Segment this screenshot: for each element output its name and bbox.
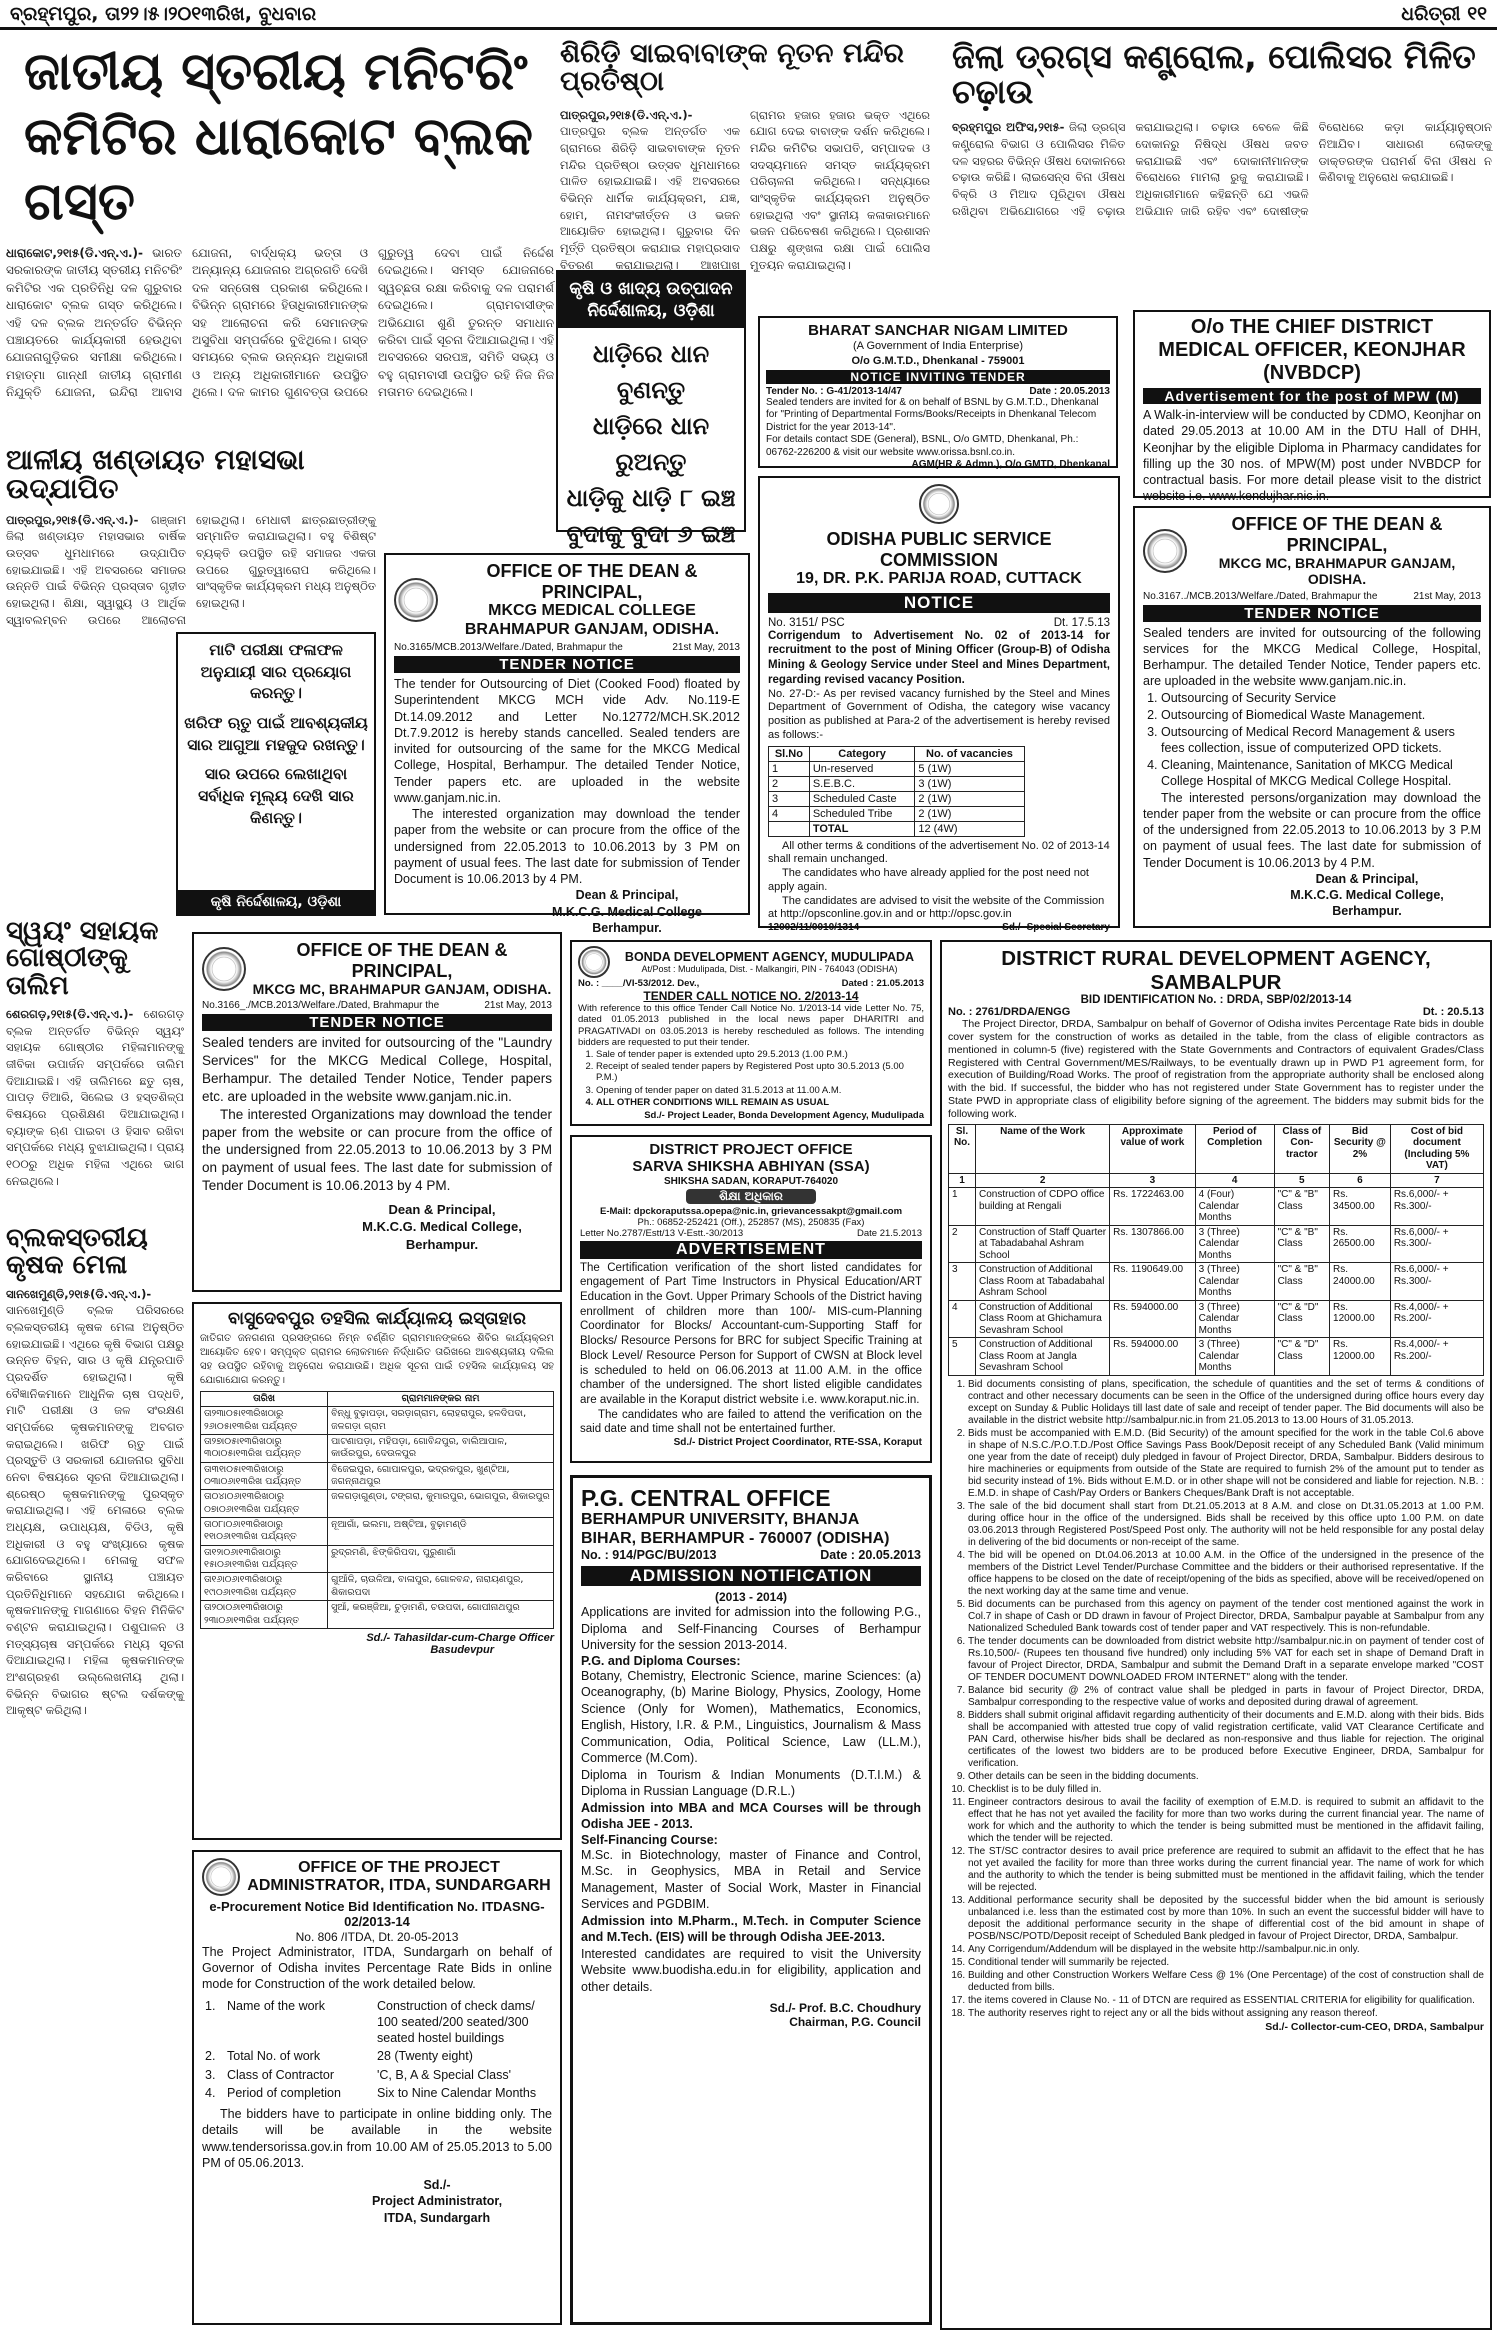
ad-bsnl-tender [758,316,1118,471]
mkcg1-body1: The tender for Outsourcing of Diet (Cooked Food) floated by Superintendent MKCG MCH vide Adv. No.119-E Dt.14.09.2012 and Letter No.12772/MCH.SK.2012 Dt.7.9.2012 is hereby stands cancelled. Sealed tenders are invited for outsourcing of the same for the MKCG Medical College, Hospital, Berhampur. The detailed Tender Notice, Tender papers etc. are uploaded in the website www.ganjam.nic.in. [394,677,740,805]
bsnl-tender-no: Tender No. : G-41/2013-14/47 [766,385,902,397]
story-krushak-mela [6,1225,184,2325]
table-cell: ଜଳଗଡ଼ାଗୁଣ୍ଡା, ଟଙ୍ଗରା, କୁମାରପୁର, ଭୋଗପୁର, ଶିକାରପୁର [328,1490,554,1518]
ssa-logo: ଶିକ୍ଷା ଅଧିକାର [686,1189,816,1204]
list-item: 11. Engineer contractors desirous to avail the facility of exemption of E.M.D. is required to submit an affidavit to the effect that he has not yet availed the facility for more than two works during the current financial year. The name of work for which and the authority to which the tender is being submitted must be mentioned in the affidavit failing, which the tender will be rejected. [968,1797,1484,1845]
table-row [769,776,1025,791]
table-cell: "C" & "D" Class [1274,1300,1329,1338]
bsnl-title: NOTICE INVITING TENDER [766,370,1110,384]
opsc-code: 12002/11/0010/1314 [768,922,860,934]
table-cell: ବିଜେଇପୁର, ଗୋପାଳପୁର, ଭଦ୍ରକପୁର, ଖୁଣ୍ଟିଆ, ଜଗନ୍ନାଥପୁର [328,1462,554,1490]
table-header: 6 [1330,1173,1391,1188]
story-monitoring-committee [6,40,554,440]
header-date: ବ୍ରହ୍ମପୁର, ତା୨୨।୫।୨୦୧୩ରିଖ, ବୁଧବାର [10,2,317,25]
ad-bonda-tender [570,940,932,1126]
mkcg1-sign: Dean & Principal, M.K.C.G. Medical College Berhampur. [551,888,703,935]
opsc-foot3: The candidates are advised to visit the website of the Commission at http://opsconline.gov.in and or http://opsc.gov.in [768,894,1105,921]
mkcg2-intro: Sealed tenders are invited for outsourcing of the following services for the MKCG Medical College, Hospital, Berhampur. The detailed Tender Notice, Tender papers etc. are uploaded in the website www.ganjam.nic.in. [1143,625,1481,689]
table-header: Sl. No. [949,1124,976,1173]
table-header: 2 [976,1173,1110,1188]
headline: ଆଳୀୟ ଖଣ୍ଡାୟତ ମହାସଭା ଉଦ୍‌ଯାପିତ [6,443,305,506]
pg-c4: Interested candidates are required to visit the University Website www.buodisha.edu.in for eligibility, application and other details. [581,1946,921,1994]
list-item: 3. Outsourcing of Medical Record Management & users fees collection, issue of computerized OPD tickets. [1161,724,1481,756]
table-row [201,1545,554,1573]
opsc-foot1: All other terms & conditions of the advertisement No. 02 of 2013-14 shall remain unchanged. [768,839,1110,866]
table-cell: 3. [205,2067,216,2082]
bsnl-sub: (A Government of India Enterprise) [853,340,1023,353]
table-cell: 3 (Three) Calendar Months [1195,1225,1274,1263]
pg-date: Date : 20.05.2013 [820,1548,921,1563]
table-row [201,1518,554,1546]
table-cell: ତା୨୩ା୦୫ା୧୩ରିଖଠାରୁ ୨୬ା୦୫ା୧୩ରିଖ ପର୍ଯ୍ୟନ୍ତ [201,1407,328,1435]
mkcg3-bar: TENDER NOTICE [202,1014,552,1031]
headline: ସ୍ୱୟଂ ସହାୟକ ଗୋଷ୍ଠୀଙ୍କୁ ତାଲିମ [6,916,159,1001]
ad-itda-sundargarh [192,1850,562,2325]
list-item: 10. Checklist is to be duly filled in. [968,1784,1484,1796]
bonda-title: TENDER CALL NOTICE NO. 2/2013-14 [643,989,859,1003]
ad-mkcg-laundry-tender [192,932,562,1292]
table-row [949,1225,1484,1263]
pg-h4: Admission into M.Pharm., M.Tech. in Computer Science and M.Tech. (EIS) will be through Odisha JEE-2013. [581,1913,921,1945]
bonda-sign: Sd./- Project Leader, Bonda Development Agency, Mudulipada [644,1109,924,1121]
mkcg1-date: 21st May, 2013 [672,642,740,654]
table-cell: ତା୩୧ା୦୫ା୧୩ରିଖଠାରୁ ୦୩ା୦୬ା୧୩ରିଖ ପର୍ଯ୍ୟନ୍ତ [201,1462,328,1490]
table-cell: ସୁଆଁ, କରଞ୍ଜିଆ, ଚୁଡ଼ାମଣି, ଚଉପଦା, ଗୋପୀନାଥପୁର [328,1601,554,1629]
table-cell: 3 [949,1263,976,1301]
itda-ref: /ITDA, Dt. 20-05-2013 [340,1929,459,1944]
table-cell: TOTAL [809,821,915,836]
table-cell: Name of the work [227,1998,325,2013]
tahasil-title: ବାସୁଦେବପୁର ତହସିଲ କାର୍ଯ୍ୟାଳୟ ଇସ୍ତାହାର [228,1309,526,1329]
table-cell: 1 [769,761,810,776]
list-item: 4. The bid will be opened on Dt.04.06.2013 at 10.00 A.M. in the Office of the undersigned in the presence of the members of the District Level Tender/Purchase Committee and the bidders or their authorised representative. If the office happens to be closed on the date of receipt/opening of the bids as specified, above will be received/opened on the next working day at the same time and venue. [968,1550,1484,1598]
ssa-l2: SARVA SHIKSHA ABHIYAN (SSA) [632,1158,870,1176]
table-cell: Rs.6,000/- + Rs.300/- [1390,1263,1483,1301]
pg-bar: ADMISSION NOTIFICATION [581,1566,921,1586]
pg-c2: Diploma in Tourism & Indian Monuments (D.T.I.M.) & Diploma in Russian Language (D.R.L.) [581,1767,921,1799]
opsc-lead: Corrigendum to Advertisement No. 02 of 2013-14 for recruitment to the post of Mining Officer (Group-B) of Odisha Mining & Geology Service under Steel and Mines Department, regarding revised vacancy Position. [768,629,1110,686]
list-item: 1. Bid documents consisting of plans, specification, the schedule of quantities and the set of terms & conditions of contract and other necessary documents can be seen in the Office of the undersigned during office hours every day except on Sunday & Public Holidays till last date of sale and receipt of tender paper. The Bid documents will also be available in the district website http://sambalpur.nic.in from 21.05.2013 to 13.00 Hours of 31.05.2013. [968,1379,1484,1427]
table-cell: ତା୨୭ା୦୫ା୧୩ରିଖଠାରୁ ୩୦ା୦୫ା୧୩ରିଖ ପର୍ଯ୍ୟନ୍ତ [201,1435,328,1463]
list-item: 2. Outsourcing of Biomedical Waste Management. [1161,707,1481,723]
opsc-bar: NOTICE [768,593,1110,613]
drda-terms [948,1379,1484,2020]
cdmo-title: O/o THE CHIEF DISTRICT MEDICAL OFFICER, KEONJHAR (NVBDCP) [1158,316,1466,384]
drda-no: No. : 2761/DRDA/ENGG [948,1006,1071,1019]
pg-h1: P.G. and Diploma Courses: [581,1653,741,1668]
list-item: 1. Sale of tender paper is extended upto 29.5.2013 (1.00 P.M.) [596,1049,924,1060]
drda-dt: Dt. : 20.5.13 [1422,1006,1484,1019]
table-cell: Construction of CDPO office building at Rengali [976,1188,1110,1226]
table-cell: Scheduled Caste [809,791,915,806]
table-header: 4 [1195,1173,1274,1188]
ad-soil-test [176,632,376,916]
ssa-body2: The candidates who are failed to attend the verification on the said date and time shall not be entertained further. [580,1408,922,1436]
list-item: 3. The sale of the bid document shall start from Dt.21.05.2013 at 8 A.M. and close on Dt.31.05.2013 at 1.00 P.M. during office hour in the office of the undersigned. Bids shall be received by this office upto 1.00 P.M. on date 03.06.2013 through Registered Post/Speed Post only. The authority will not be held responsible for any postal delay in delivering of the bid documents or non-receipt of the same. [968,1501,1484,1549]
mkcg1-sub2: BRAHMAPUR GANJAM, ODISHA. [464,620,720,638]
page-header [0,0,1497,30]
opsc-vacancy-table: Sl.No Category No. of vacancies 1 Un-reserved 5 (1W) 2 S.E.B.C. 3 (1W) 3 Scheduled Caste 2 (1W) 4 Scheduled Tribe 2 (1W) TOTAL 12 (4W) [768,746,1025,837]
mkcg3-sign: Dean & Principal, M.K.C.G. Medical College, Berhampur. [362,1201,522,1252]
bsnl-date: Date : 20.05.2013 [1029,385,1110,397]
tahasil-sign1: Sd./- Tahasildar-cum-Charge Officer [366,1631,554,1644]
table-cell: Construction of Staff Quarter at Tabadabahal Ashram School [976,1225,1110,1263]
table-cell: Rs.4,000/- + Rs.200/- [1390,1300,1483,1338]
table-header: Approximate value of work [1110,1124,1195,1173]
emblem-icon [202,947,246,991]
list-item: 6. The tender documents can be downloaded from district website http://sambalpur.nic.in on payment of tender cost of Rs.10,500/- (Rupees ten thousand five hundred) only including 5% VAT for each set in shape of Demand Draft in favour of Project Director, DRDA, Sambalpur and submit the Demand Draft in a separate envelope marked "COST OF TENDER DOCUMENT DOWNLOADED FROM INTERNET" along with the tender. [968,1636,1484,1684]
table-cell: 2 (1W) [915,791,1024,806]
table-row [201,1573,554,1601]
pg-l1: P.G. CENTRAL OFFICE [581,1485,831,1511]
itda-intro: The Project Administrator, ITDA, Sundargarh on behalf of Governor of Odisha invites Percentage Rate Bids in online mode for Construction of the work detailed below. [202,1944,552,1992]
list-item: 13. Additional performance security shall be deposited by the successful bidder when the bid amount is seriously unbalanced i.e. less than the estimated cost by more than 10%. In such an event the successful bidder will have to deposit the additional performance security in the shape of differential cost of the bid amount in shape of POSB/NSC/POTD/Deposit receipt of Scheduled Bank pledged in favour of Project Director, DRDA, Sambalpur. [968,1895,1484,1943]
pg-l3: BIHAR, BERHAMPUR - 760007 (ODISHA) [581,1529,890,1547]
bsnl-sign: AGM(HR & Admn.), O/o GMTD, Dhenkanal [911,459,1110,471]
table-cell: Rs. 34500.00 [1330,1188,1391,1226]
ssa-l3: SHIKSHA SADAN, KORAPUT-764020 [663,1175,839,1187]
bsnl-body: Sealed tenders are invited for & on behalf of BSNL by G.M.T.D., Dhenkanal for "Printing of Departmental Forms/Books/Receipts in Dhenkanal Telecom District for the year 2013-14". [766,396,1099,433]
table-cell: ନୂଆଗାଁ, ଇଲମା, ଅଷ୍ଟିଆ, ବୁଢ଼ାମଣ୍ଡି [328,1518,554,1546]
table-cell: 2 [769,776,810,791]
article-body: ଧାରାକୋଟ,୨୧ା୫(ଡି.ଏନ୍.ଏ.)- ଭାରତ ସରକାରଙ୍କ ଜାତୀୟ ସ୍ତରୀୟ ମନିଟରିଂ କମିଟିର ଏକ ପ୍ରତିନିଧି ଦଳ ଗୁରୁବାର ଧାରାକୋଟ ବ୍ଲକ ଗସ୍ତ କରିଥିଲେ। ଏହି ଦଳ ବ୍ଲକ ଅନ୍ତର୍ଗତ ବିଭିନ୍ନ ପଞ୍ଚାୟତରେ କାର୍ଯ୍ୟକାରୀ ହେଉଥିବା ଯୋଜନାଗୁଡ଼ିକର ସମୀକ୍ଷା କରିଥିଲେ। ମହାତ୍ମା ଗାନ୍ଧୀ ଜାତୀୟ ଗ୍ରାମୀଣ ନିଯୁକ୍ତି ଯୋଜନା, ଇନ୍ଦିରା ଆବାସ ଯୋଜନା, ବାର୍ଦ୍ଧକ୍ୟ ଭତ୍ତା ଓ ଅନ୍ୟାନ୍ୟ ଯୋଜନାର ଅଗ୍ରଗତି ଦେଖି ଦଳ ସନ୍ତୋଷ ପ୍ରକାଶ କରିଥିଲେ। ବିଭିନ୍ନ ଗ୍ରାମରେ ହିତାଧିକାରୀମାନଙ୍କ ସହ ଆଲୋଚନା କରି ସେମାନଙ୍କ ଅସୁବିଧା ସମ୍ପର୍କରେ ବୁଝିଥିଲେ। ଗସ୍ତ ସମୟରେ ବ୍ଲକ ଉନ୍ନୟନ ଅଧିକାରୀ ଓ ଅନ୍ୟ ଅଧିକାରୀମାନେ ଉପସ୍ଥିତ ଥିଲେ। ଦଳ କାମର ଗୁଣବତ୍ତା ଉପରେ ଗୁରୁତ୍ୱ ଦେବା ପାଇଁ ନିର୍ଦ୍ଦେଶ ଦେଇଥିଲେ। ସମସ୍ତ ଯୋଜନାରେ ସ୍ୱଚ୍ଛତା ରକ୍ଷା କରିବାକୁ ଦଳ ପରାମର୍ଶ ଦେଇଥିଲେ। ଗ୍ରାମବାସୀଙ୍କ ଅଭିଯୋଗ ଶୁଣି ତୁରନ୍ତ ସମାଧାନ କରିବା ପାଇଁ ସୂଚନା ଦିଆଯାଇଥିଲା। ଏହି ଅବସରରେ ସରପଞ୍ଚ, ସମିତି ସଭ୍ୟ ଓ ବହୁ ଗ୍ରାମବାସୀ ଉପସ୍ଥିତ ରହି ନିଜ ନିଜ ମତାମତ ଦେଇଥିଲେ। [6,246,554,400]
table-cell: Construction of Additional Class Room at Tabadabahal Ashram School [976,1263,1110,1301]
bsnl-name: BHARAT SANCHAR NIGAM LIMITED [808,322,1068,339]
pg-no: No. : 914/PGC/BU/2013 [581,1548,717,1563]
drda-works-table [948,1124,1484,1376]
table-cell: ତା୦୪ା୦୬ା୧୩ରିଖଠାରୁ ୦୭ା୦୬ା୧୩ରିଖ ପର୍ଯ୍ୟନ୍ତ [201,1490,328,1518]
table-cell: 3 (Three) Calendar Months [1195,1263,1274,1301]
mkcg3-sub: MKCG MC, BRAHMAPUR GANJAM, ODISHA. [252,981,552,998]
table-cell: Rs.6,000/- + Rs.300/- [1390,1225,1483,1263]
mkcg2-sign: Dean & Principal, M.K.C.G. Medical College, Berhampur. [1290,871,1444,919]
table-header: 3 [1110,1173,1195,1188]
headline: ଜାତୀୟ ସ୍ତରୀୟ ମନିଟରିଂ କମିଟିର ଧାରାକୋଟ ବ୍ଲକ ଗସ୍ତ [24,42,533,232]
article-body: ପାତ୍ରପୁର,୨୧ା୫(ଡି.ଏନ୍.ଏ.)- ପାତ୍ରପୁର ବ୍ଲକ ଅନ୍ତର୍ଗତ ଏକ ଗ୍ରାମରେ ଶିରିଡ଼ି ସାଇବାବାଙ୍କ ନୂତନ ମନ୍ଦିର ପ୍ରତିଷ୍ଠା ଉତ୍ସବ ଧୁମଧାମରେ ପାଳିତ ହୋଇଯାଇଛି। ଏହି ଅବସରରେ ବିଭିନ୍ନ ଧାର୍ମିକ କାର୍ଯ୍ୟକ୍ରମ, ଯଜ୍ଞ, ହୋମ, ନାମସଂକୀର୍ତ୍ତନ ଓ ଭଜନ ଆୟୋଜିତ ହୋଇଥିଲା। ଗୁରୁବାର ଦିନ ମୂର୍ତ୍ତି ପ୍ରତିଷ୍ଠା କରାଯାଇ ମହାପ୍ରସାଦ ବିତରଣ କରାଯାଇଥିଲା। ଆଖପାଖ ଗ୍ରାମର ହଜାର ହଜାର ଭକ୍ତ ଏଥିରେ ଯୋଗ ଦେଇ ବାବାଙ୍କ ଦର୍ଶନ କରିଥିଲେ। ମନ୍ଦିର କମିଟିର ସଭାପତି, ସମ୍ପାଦକ ଓ ସଦସ୍ୟମାନେ ସମସ୍ତ କାର୍ଯ୍ୟକ୍ରମ ପରିଚାଳନା କରିଥିଲେ। ସନ୍ଧ୍ୟାରେ ସାଂସ୍କୃତିକ କାର୍ଯ୍ୟକ୍ରମ ଅନୁଷ୍ଠିତ ହୋଇଥିଲା ଏବଂ ସ୍ଥାନୀୟ କଳାକାରମାନେ ଭଜନ ପରିବେଷଣ କରିଥିଲେ। ପ୍ରଶାସନ ପକ୍ଷରୁ ଶୃଙ୍ଖଳା ରକ୍ଷା ପାଇଁ ପୋଲିସ ମୁତୟନ କରାଯାଇଥିଲା। [560,107,930,272]
opsc-sign: Sd./- Special Secretary [1002,922,1110,934]
itda-sub: e-Procurement Notice Bid Identification No. ITDASNG-02/2013-14 [209,1899,545,1929]
table-cell: Construction of Additional Class Room at Jangla Sevashram School [976,1338,1110,1376]
table-cell: 2. [205,2049,216,2064]
drda-bid: BID IDENTIFICATION No. : DRDA, SBP/02/2013-14 [1080,994,1352,1007]
story-shg-training [6,918,184,1218]
table-cell: "C" & "B" Class [1274,1263,1329,1301]
pg-sign1: Sd./- Prof. B.C. Choudhury [769,2001,921,2016]
table-cell: 4 [769,806,810,821]
table-row [949,1263,1484,1301]
mkcg2-sub: MKCG MC, BRAHMAPUR GANJAM, ODISHA. [1218,555,1456,588]
ssa-sign: Sd./- District Project Coordinator, RTE-SSA, Koraput [673,1437,922,1449]
table-row [202,1997,552,2048]
pg-h2: Admission into MBA and MCA Courses will be through Odisha JEE - 2013. [581,1800,921,1832]
bonda-no: No. : ____/VI-53/2012. Dev., [578,978,700,989]
table-cell: 3 (Three) Calendar Months [1195,1300,1274,1338]
ad-soil-footer: କୃଷି ନିର୍ଦ୍ଦେଶାଳୟ, ଓଡ଼ିଶା [178,890,374,914]
bonda-dated: Dated : 21.05.2013 [841,978,924,989]
ssa-ph: Ph.: 06852-252421 (Off.), 252857 (MS), 250835 (Fax) [637,1216,865,1228]
ssa-l1: DISTRICT PROJECT OFFICE [649,1141,853,1158]
ad-cdmo-keonjhar [1133,310,1491,504]
mkcg2-date: 21st May, 2013 [1413,590,1481,602]
opsc-dt: Dt. 17.5.13 [1053,616,1110,629]
table-cell: 3 (Three) Calendar Months [1195,1338,1274,1376]
list-item: 16. Building and other Construction Workers Welfare Cess @ 1% (One Percentage) of the cost of construction shall de deducted from bills. [968,1970,1484,1994]
table-row [769,761,1025,776]
list-item: 15. Conditional tender will summarily be rejected. [968,1957,1484,1969]
table-row [201,1490,554,1518]
opsc-name: ODISHA PUBLIC SERVICE COMMISSION [826,529,1052,570]
table-row [949,1300,1484,1338]
table-cell: 5 (1W) [915,761,1024,776]
list-item: 4. ALL OTHER CONDITIONS WILL REMAIN AS USUAL [596,1097,924,1108]
list-item: 4. Cleaning, Maintenance, Sanitation of MKCG Medical College Hospital of MKCG Medical College Hospital. [1161,757,1481,789]
list-item: 18. The authority reserves right to reject any or all the bids without assigning any reason thereof. [968,2008,1484,2020]
article-body: ପାତ୍ରପୁର,୨୧ା୫(ଡି.ଏନ୍.ଏ.)- ଗଞ୍ଜାମ ଜିଲା ଖଣ୍ଡାୟତ ମହାସଭାର ବାର୍ଷିକ ଉତ୍ସବ ଧୁମଧାମରେ ଉଦ୍‌ଯାପିତ ହୋଇଯାଇଛି। ଏହି ଅବସରରେ ସମାଜର ଉନ୍ନତି ପାଇଁ ବିଭିନ୍ନ ପ୍ରସ୍ତାବ ଗୃହୀତ ହୋଇଥିଲା। ଶିକ୍ଷା, ସ୍ୱାସ୍ଥ୍ୟ ଓ ଆର୍ଥିକ ସ୍ୱାବଲମ୍ବନ ଉପରେ ଆଲୋଚନା ହୋଇଥିଲା। ମେଧାବୀ ଛାତ୍ରଛାତ୍ରୀଙ୍କୁ ସମ୍ମାନିତ କରାଯାଇଥିଲା। ବହୁ ବିଶିଷ୍ଟ ବ୍ୟକ୍ତି ଉପସ୍ଥିତ ରହି ସମାଜର ଏକତା ଉପରେ ଗୁରୁତ୍ୱାରୋପ କରିଥିଲେ। ସାଂସ୍କୃତିକ କାର୍ଯ୍ୟକ୍ରମ ମଧ୍ୟ ଅନୁଷ୍ଠିତ ହୋଇଥିଲା। [6,512,376,627]
mkcg2-body2: The interested persons/organization may download the tender paper from the website or can procure from the office of the undersigned from 22.05.2013 to 10.06.2013 by 3 P.M on payment of usual fees. The last date for submission of Tender Document is 10.06.2013 by 4 P.M. [1143,790,1481,870]
table-header: Class of Con-tractor [1274,1124,1329,1173]
mkcg3-body1: Sealed tenders are invited for outsourcing of the "Laundry Services" for the MKCG Medical College, Hospital, Berhampur. The detailed Tender Notice, Tender papers etc. are uploaded in the website www.ganjam.nic.in. [202,1035,552,1104]
table-header: 7 [1390,1173,1483,1188]
table-cell: Scheduled Tribe [809,806,915,821]
ad-opsc-notice [758,476,1120,934]
table-cell: Un-reserved [809,761,915,776]
list-item: 12. The ST/SC contractor desires to avail price preference are required to submit an affidavit to the effect that he has not yet availed the facility for more than three works during the current financial year. The name of work for which and the authority to which the tender is being submitted must be mentioned in the affidavit failing, which the tender will be rejected. [968,1846,1484,1894]
table-row [769,806,1025,821]
table-cell: ତା୧୬ା୦୬ା୧୩ରିଖଠାରୁ ୧୯ା୦୬ା୧୩ରିଖ ପର୍ଯ୍ୟନ୍ତ [201,1573,328,1601]
ssa-email: E-Mail: dpckoraputssa.opepa@nic.in, grievancessakpt@gmail.com [599,1205,903,1217]
pg-year: (2013 - 2014) [714,1590,788,1605]
table-cell: 2 [949,1225,976,1263]
ssa-dt: Date 21.5.2013 [857,1227,922,1239]
bonda-intro: With reference to this office Tender Call Notice No. 1/2013-14 vide Letter No. 75, dated 01.05.2013 published in the local news paper DHARITRI and PRAGATIVADI on 03.05.2013 is hereby rescheduled as follows. The intending bidders are requested to put their tender. [578,1003,924,1049]
mkcg1-ref: No.3165/MCB.2013/Welfare./Dated, Brahmapur the [394,642,623,654]
mkcg3-title: OFFICE OF THE DEAN & PRINCIPAL, [296,940,508,981]
table-cell: Rs.4,000/- + Rs.200/- [1390,1338,1483,1376]
emblem-icon [394,578,438,622]
headline: ବ୍ଲକସ୍ତରୀୟ କୃଷକ ମେଳା [6,1223,148,1281]
table-cell: Period of completion [227,2085,341,2100]
table-cell: "C" & "B" Class [1274,1225,1329,1263]
table-cell: Six to Nine Calendar Months [377,2085,537,2100]
tahasil-sign2: Basudevpur [430,1643,494,1656]
emblem-icon [202,1858,240,1896]
mkcg2-list [1143,690,1481,789]
table-header: 5 [1274,1173,1329,1188]
emblem-icon [578,946,610,978]
article-body: ସାନଖେମୁଣ୍ଡି,୨୧ା୫(ଡି.ଏନ୍.ଏ.)- ସାନଖେମୁଣ୍ଡି ବ୍ଲକ ପରିସରରେ ବ୍ଲକସ୍ତରୀୟ କୃଷକ ମେଳା ଅନୁଷ୍ଠିତ ହୋଇଯାଇଛି। ଏଥିରେ କୃଷି ବିଭାଗ ପକ୍ଷରୁ ଉନ୍ନତ ବିହନ, ସାର ଓ କୃଷି ଯନ୍ତ୍ରପାତି ପ୍ରଦର୍ଶିତ ହୋଇଥିଲା। କୃଷି ବୈଜ୍ଞାନିକମାନେ ଆଧୁନିକ ଚାଷ ପଦ୍ଧତି, ମାଟି ପରୀକ୍ଷା ଓ ଜଳ ସଂରକ୍ଷଣ ସମ୍ପର୍କରେ କୃଷକମାନଙ୍କୁ ଅବଗତ କରାଇଥିଲେ। ଖରିଫ ଋତୁ ପାଇଁ ପ୍ରସ୍ତୁତି ଓ ସରକାରୀ ଯୋଜନାର ସୁବିଧା ନେବା ବିଷୟରେ ସୂଚନା ଦିଆଯାଇଥିଲା। ଶ୍ରେଷ୍ଠ କୃଷକମାନଙ୍କୁ ପୁରସ୍କୃତ କରାଯାଇଥିଲା। ଏହି ମେଳାରେ ବ୍ଲକ ଅଧ୍ୟକ୍ଷ, ଉପାଧ୍ୟକ୍ଷ, ବିଡିଓ, କୃଷି ଅଧିକାରୀ ଓ ବହୁ ସଂଖ୍ୟାରେ କୃଷକ ଯୋଗଦେଇଥିଲେ। ମେଳାକୁ ସଫଳ କରିବାରେ ସ୍ଥାନୀୟ ପଞ୍ଚାୟତ ପ୍ରତିନିଧିମାନେ ସହଯୋଗ କରିଥିଲେ। କୃଷକମାନଙ୍କୁ ମାଗଣାରେ ବିହନ ମିନିକିଟ ବଣ୍ଟନ କରାଯାଇଥିଲା। ପଶୁପାଳନ ଓ ମତ୍ସ୍ୟଚାଷ ସମ୍ପର୍କରେ ମଧ୍ୟ ସୂଚନା ଦିଆଯାଇଥିଲା। ମହିଳା କୃଷକମାନଙ୍କ ଅଂଶଗ୍ରହଣ ଉଲ୍ଲେଖନୀୟ ଥିଲା। ବିଭିନ୍ନ ବିଭାଗର ଷ୍ଟଲ ଦର୍ଶକଙ୍କୁ ଆକୃଷ୍ଟ କରିଥିଲା। [6,1286,184,1718]
table-cell: 1 [949,1188,976,1226]
list-item: 2. Receipt of sealed tender papers by Registered Post upto 30.5.2013 (5.00 P.M.) [596,1061,924,1084]
cdmo-body: A Walk-in-interview will be conducted by CDMO, Keonjhar on dated 29.05.2013 at 10.00 AM in the DTU Hall of DHH, Keonjhar by the eligible Diploma in Pharmacy candidates for filling up the 30 nos. of MPW(M) post under NVBDCP for contractual basis. For more detail please visit to the district website i.e. www.kendujhar.nic.in. [1143,408,1481,504]
bonda-name: BONDA DEVELOPMENT AGENCY, MUDULIPADA [624,949,915,964]
itda-sign: Sd./- Project Administrator, ITDA, Sundargarh [371,2178,503,2225]
opsc-foot2: The candidates who have already applied for the post need not apply again. [768,867,1089,893]
table-cell: Construction of check dams/ 100 seated/200 seated/300 seated hostel buildings [377,1998,535,2046]
table-row [949,1338,1484,1376]
ad-krushi-title: କୃଷି ଓ ଖାଦ୍ୟ ଉତ୍ପାଦନ ନିର୍ଦ୍ଦେଶାଳୟ, ଓଡ଼ିଶା [558,272,744,328]
table-header: Cost of bid document (Including 5% VAT) [1390,1124,1483,1173]
itda-table [202,1997,552,2103]
mkcg1-title: OFFICE OF THE DEAN & PRINCIPAL, [486,561,698,602]
bonda-list [578,1049,924,1109]
article-body: ବ୍ରହ୍ମପୁର ଅଫିସ,୨୧ା୫- ଜିଲା ଡ୍ରଗ୍ସ କଣ୍ଟ୍ରୋଲ ବିଭାଗ ଓ ପୋଲିସର ମିଳିତ ଦଳ ସହରର ବିଭିନ୍ନ ଔଷଧ ଦୋକାନରେ ଚଢ଼ାଉ କରିଛି। ଲାଇସେନ୍ସ ବିନା ଔଷଧ ବିକ୍ରି ଓ ମିଆଦ ପୂରିଥିବା ଔଷଧ ରଖିଥିବା ଅଭିଯୋଗରେ ଏହି ଚଢ଼ାଉ କରାଯାଇଥିଲା। ଚଢ଼ାଉ ବେଳେ କିଛି ଦୋକାନରୁ ନିଷିଦ୍ଧ ଔଷଧ ଜବତ କରାଯାଇଛି ଏବଂ ଦୋକାନୀମାନଙ୍କ ବିରୋଧରେ ମାମଲା ରୁଜୁ କରାଯାଇଛି। ଅଧିକାରୀମାନେ କହିଛନ୍ତି ଯେ ଏଭଳି ଅଭିଯାନ ଜାରି ରହିବ ଏବଂ ଦୋଷୀଙ୍କ ବିରୋଧରେ କଡ଼ା କାର୍ଯ୍ୟାନୁଷ୍ଠାନ ନିଆଯିବ। ସାଧାରଣ ଲୋକଙ୍କୁ ଡାକ୍ତରଙ୍କ ପରାମର୍ଶ ବିନା ଔଷଧ ନ କିଣିବାକୁ ଅନୁରୋଧ କରାଯାଇଛି। [952,120,1492,218]
tahasil-table: ତାରିଖ ଗ୍ରାମମାନଙ୍କର ନାମ ତା୨୩ା୦୫ା୧୩ରିଖଠାରୁ ୨୬ା୦୫ା୧୩ରିଖ ପର୍ଯ୍ୟନ୍ତ ବିନ୍ଧୁ ବୁଢ଼ାପଡ଼ା, ସରଡ଼ାଗ୍ରାମ, ଲୋହରାପୁର, ହଳଦିପଦା, ଜଳଗଡ଼ା ଗ୍ରାମ ତା୨୭ା୦୫ା୧୩ରିଖଠାରୁ ୩୦ା୦୫ା୧୩ରିଖ ପର୍ଯ୍ୟନ୍ତ ପାଟଣାପଡ଼ା, ମହିପଡ଼ା, ଗୋବିନ୍ଦପୁର, ବାଲିଆପାଳ, କାଉଁରପୁର, ଦେଉଳପୁର ତା୩୧ା୦୫ା୧୩ରିଖଠାରୁ ୦୩ା୦୬ା୧୩ରିଖ ପର୍ଯ୍ୟନ୍ତ ବିଜେଇପୁର, ଗୋପାଳପୁର, ଭଦ୍ରକପୁର, ଖୁଣ୍ଟିଆ, ଜଗନ୍ନାଥପୁର ତା୦୪ା୦୬ା୧୩ରିଖଠାରୁ ୦୭ା୦୬ା୧୩ରିଖ ପର୍ଯ୍ୟନ୍ତ ଜଳଗଡ଼ାଗୁଣ୍ଡା, ଟଙ୍ଗରା, କୁମାରପୁର, ଭୋଗପୁର, ଶିକାରପୁର ତା୦୮ା୦୬ା୧୩ରିଖଠାରୁ ୧୧ା୦୬ା୧୩ରିଖ ପର୍ଯ୍ୟନ୍ତ ନୂଆଗାଁ, ଇଲମା, ଅଷ୍ଟିଆ, ବୁଢ଼ାମଣ୍ଡି ତା୧୨ା୦୬ା୧୩ରିଖଠାରୁ ୧୫ା୦୬ା୧୩ରିଖ ପର୍ଯ୍ୟନ୍ତ ରୁଦ୍ରମଣି, ଝିଙ୍କିରିପଦା, ପୁରୁଣାଗାଁ ତା୧୬ା୦୬ା୧୩ରିଖଠାରୁ ୧୯ା୦୬ା୧୩ରିଖ ପର୍ଯ୍ୟନ୍ତ ଗୁଆଁଳି, ଚାଉଳିଆ, ବାଳାପୁର, ଗୋଳବନ୍ଦ, ନାରାୟଣପୁର, ଶିକାରପଦା ତା୨୦ା୦୬ା୧୩ରିଖଠାରୁ ୨୩ା୦୬ା୧୩ରିଖ ପର୍ଯ୍ୟନ୍ତ ସୁଆଁ, କରଞ୍ଜିଆ, ଚୁଡ଼ାମଣି, ଚଉପଦା, ଗୋପୀନାଥପୁର [200,1391,554,1629]
pg-c3: M.Sc. in Biotechnology, master of Finance and Control, M.Sc. in Geophysics, MBA in Retail and Service Management, Master of Social Work, Master in Financial Services and PGDBIM. [581,1847,921,1912]
table-row [201,1601,554,1629]
mkcg3-ref: No.3166_./MCB.2013/Welfare./Dated, Brahmapur the [202,1000,440,1012]
list-item: 7. Balance bid security @ 2% of contract value shall be pledged in parts in favour of Project Director, DRDA, Sambalpur corresponding to the respective value of works and deposited during drawal of agreement. [968,1685,1484,1709]
table-cell: "C" & "D" Class [1274,1338,1329,1376]
table-cell: 1. [205,1998,216,2013]
header-masthead: ଧରିତ୍ରୀ ୧୧ [1401,2,1487,25]
table-header: Period of Completion [1195,1124,1274,1173]
table-cell: Rs. 12000.00 [1330,1300,1391,1338]
table-cell: Rs.6,000/- + Rs.300/- [1390,1188,1483,1226]
table-row [201,1435,554,1463]
list-item: 8. Bidders shall submit original affidavit regarding authenticity of their documents and E.M.D. along with their bids. Bids shall be accompanied with attested true copy of valid registration certificate, valid VAT Clearance Certificate and PAN Card, otherwise his/her bids shall be declared as non-responsive and thus liable for rejection. The original certificates of the lowest two bidders are to be produced before Executive Engineer, DRDA, Sambalpur for verification. [968,1710,1484,1770]
mkcg1-sub1: MKCG MEDICAL COLLEGE [488,602,696,620]
table-row [202,2047,552,2065]
bonda-addr: At/Post : Mudulipada, Dist. - Malkangiri, PIN - 764043 (ODISHA) [641,964,898,975]
ad-tahasil-basudevpur [192,1302,562,1840]
pg-intro: Applications are invited for admission into the following P.G., Diploma and Self-Financing Courses of Berhampur University for the session 2013-2014. [581,1605,921,1653]
mkcg3-date: 21st May, 2013 [484,1000,552,1012]
table-cell: 4. [205,2085,216,2100]
mkcg2-title: OFFICE OF THE DEAN & PRINCIPAL, [1231,514,1443,555]
ad-mkcg-diet-tender [384,553,750,935]
table-cell: 3 (1W) [915,776,1024,791]
table-row [201,1407,554,1435]
list-item: 17. the items covered in Clause No. - 11 of DTCN are required as ESSENTIAL CRITERIA for eligibility for qualification. [968,1995,1484,2007]
table-row [202,2066,552,2084]
mkcg1-bar: TENDER NOTICE [394,656,740,673]
pg-l2: BERHAMPUR UNIVERSITY, BHANJA [581,1511,860,1529]
table-cell: ତା୧୨ା୦୬ା୧୩ରିଖଠାରୁ ୧୫ା୦୬ା୧୩ରିଖ ପର୍ଯ୍ୟନ୍ତ [201,1545,328,1573]
table-cell: ପାଟଣାପଡ଼ା, ମହିପଡ଼ା, ଗୋବିନ୍ଦପୁର, ବାଲିଆପାଳ, କାଉଁରପୁର, ଦେଉଳପୁର [328,1435,554,1463]
list-item: 5. Bid documents can be purchased from this agency on payment of the tender cost mentioned against the work in Col.7 in shape of Cash or DD drawn in favour of Project Director, DRDA, Sambalpur payable at Sambalpur from any Nationalized Scheduled Bank towards cost of tender paper and VAT respectively. This is non-refundable. [968,1599,1484,1635]
table-cell: 3 [769,791,810,806]
list-item: 1. Outsourcing of Security Service [1161,690,1481,706]
bsnl-office: O/o G.M.T.D., Dhenkanal - 759001 [851,354,1025,367]
headline: ଜିଲା ଡ୍ରଗ୍ସ କଣ୍ଟ୍ରୋଲ, ପୋଲିସର ମିଳିତ ଚଢ଼ାଉ [952,37,1476,111]
table-header: Name of the Work [976,1124,1110,1173]
table-row [769,821,1025,836]
ssa-body1: The Certification verification of the short listed candidates for engagement of Part Time Instructors in Physical Education/ART Education in the Govt. Upper Primary Schools of the District having enrollment of children more than 100/- MIS-cum-Planning Coordinator for Blocks/ Accountant-cum-Supporting Staff for Blocks/ Resource Persons for BRC for subject Specific Training at Block Level/ Resource Person for Support of CWSN at Block level is scheduled to held on 06.06.2013 at 11.00 A.M. in the office chamber of the undersigned. The short listed eligible candidates are available in the Koraput district website i.e. www.koraput.nic.in. [580,1261,922,1406]
table-cell: 5 [949,1338,976,1376]
ad-mkcg-services-tender [1133,506,1491,928]
pg-h3: Self-Financing Course: [581,1832,718,1847]
ad-drda-sambalpur [940,940,1492,2330]
table-cell: 4 (Four) Calendar Months [1195,1188,1274,1226]
article-body: ଶେରଗଡ଼,୨୧ା୫(ଡି.ଏନ୍.ଏ.)- ଶେରଗଡ଼ ବ୍ଲକ ଅନ୍ତର୍ଗତ ବିଭିନ୍ନ ସ୍ୱୟଂ ସହାୟକ ଗୋଷ୍ଠୀର ମହିଳାମାନଙ୍କୁ ଜୀବିକା ଉପାର୍ଜନ ସମ୍ପର୍କରେ ତାଲିମ ଦିଆଯାଇଛି। ଏହି ତାଲିମରେ ଛତୁ ଚାଷ, ପାପଡ଼ ତିଆରି, ସିଲେଇ ଓ ହସ୍ତଶିଳ୍ପ ବିଷୟରେ ପ୍ରଶିକ୍ଷଣ ଦିଆଯାଇଥିଲା। ବ୍ୟାଙ୍କ ଋଣ ପାଇବା ଓ ହିସାବ ରଖିବା ସମ୍ପର୍କରେ ମଧ୍ୟ ବୁଝାଯାଇଥିଲା। ପ୍ରାୟ ୧୦୦ରୁ ଅଧିକ ମହିଳା ଏଥିରେ ଭାଗ ନେଇଥିଲେ। [6,1006,184,1188]
drda-intro: The Project Director, DRDA, Sambalpur on behalf of Governor of Odisha invites Percentage Rate bids in double cover system for the construction of works as detailed in the table, from the class of eligible contractors as mentioned in column-5 (five) registered with the State Governments and Contractors of equivalent Grades/Class Registered with Central Government/MES/Railways, to be eventually drawn up in PWD P1 agreement form, for execution of Building/Road Works. The proof of registration from the appropriate authority shall be enclosed along with the bid. If successful, the bidder who has not registered under State Government has to register under the State PWD in appropriate class of eligibility before signing of the agreement. The bidders may submit bids for the following work. [948,1018,1484,1120]
ad-berhampur-university [570,1475,932,2325]
ssa-letter: Letter No.2787/Estt/13 V-Estt.-30/2013 [580,1227,744,1239]
itda-no: No. 806 [295,1929,338,1944]
table-row [201,1462,554,1490]
list-item: 9. Other details can be seen in the bidding documents. [968,1771,1484,1783]
list-item: 14. Any Corrigendum/Addendum will be displayed in the website http://sambalpur.nic.in only. [968,1944,1484,1956]
table-cell: "C" & "B" Class [1274,1188,1329,1226]
list-item: 3. Opening of tender paper on dated 31.5.2013 at 11.00 A.M. [596,1085,924,1096]
table-cell: 4 [949,1300,976,1338]
table-cell: Rs. 594000.00 [1110,1338,1195,1376]
table-cell: ଗୁଆଁଳି, ଚାଉଳିଆ, ବାଳାପୁର, ଗୋଳବନ୍ଦ, ନାରାୟଣପୁର, ଶିକାରପଦା [328,1573,554,1601]
table-row [769,791,1025,806]
table-cell: Rs. 24000.00 [1330,1263,1391,1301]
table-cell: Class of Contractor [227,2067,334,2082]
ad-krushi-line-sowing [556,270,746,549]
table-cell: S.E.B.C. [809,776,915,791]
drda-title: DISTRICT RURAL DEVELOPMENT AGENCY, SAMBALPUR [1001,947,1431,994]
story-drugs-raid [952,37,1492,320]
list-item: 2. Bids must be accompanied with E.M.D. (Bid Security) of the amount specified for the work in the table Col.6 above in shape of N.S.C./P.O.T.D./Post Office Savings Pass Book/Deposit receipt of any Scheduled Bank (Valid minimum one year from the date of receipt) duly pledged in favour of Project Director, DRDA, Sambalpur. Bidders desirous to hire machineries or equipments from outside of the State are required to furnish 2% of the amount put to tender as bid security instead of 1%. Bids without E.M.D. or in other shape will not be considered and liable for rejection. N.B. : E.M.D. in shape of Cash/Pay Orders or Bankers Cheques/Bank Draft is not acceptable. [968,1428,1484,1500]
drda-sign: Sd./- Collector-cum-CEO, DRDA, Sambalpur [1265,2020,1484,2033]
table-header: Bid Security @ 2% [1330,1124,1391,1173]
opsc-no: No. 3151/ PSC [768,616,845,629]
ad-ssa-koraput [570,1135,932,1463]
table-row [949,1188,1484,1226]
itda-body2: The bidders have to participate in online bidding only. The details will be available in the website www.tendersorissa.gov.in from 10.00 AM of 25.05.2013 to 5.00 PM of 05.06.2013. [202,2107,552,2170]
pg-sign2: Chairman, P.G. Council [789,2015,921,2030]
opsc-addr: 19, DR. P.K. PARIJA ROAD, CUTTACK [796,570,1082,588]
mkcg3-body2: The interested Organizations may download the tender paper from the website or can procure from the office of the undersigned from 22.05.2013 to 10.06.2013 by 3 PM on payment of usual fees. The last date for submission of Tender Document is 10.06.2013 by 4 PM. [202,1106,552,1193]
ad-krushi-text: ଧାଡ଼ିରେ ଧାନ ବୁଣନ୍ତୁ ଧାଡ଼ିରେ ଧାନ ରୁଅନ୍ତୁ ଧାଡ଼ିକୁ ଧାଡ଼ି ୮ ଇଞ୍ଚ ବୁଦାକୁ ବୁଦା ୬ ଇଞ୍ଚ [566,340,736,549]
table-cell: 2 (1W) [915,806,1024,821]
headline: ଶିରିଡ଼ି ସାଇବାବାଙ୍କ ନୂତନ ମନ୍ଦିର ପ୍ରତିଷ୍ଠା [560,38,904,98]
table-cell: Rs. 12000.00 [1330,1338,1391,1376]
table-cell: ରୁଦ୍ରମଣି, ଝିଙ୍କିରିପଦା, ପୁରୁଣାଗାଁ [328,1545,554,1573]
table-cell: Rs. 26500.00 [1330,1225,1391,1263]
table-cell: ତା୨୦ା୦୬ା୧୩ରିଖଠାରୁ ୨୩ା୦୬ା୧୩ରିଖ ପର୍ଯ୍ୟନ୍ତ [201,1601,328,1629]
table-cell: 28 (Twenty eight) [377,2049,473,2064]
table-cell: Rs. 594000.00 [1110,1300,1195,1338]
table-cell: Rs. 1190649.00 [1110,1263,1195,1301]
opsc-emblem-icon [919,484,959,524]
table-cell: Total No. of work [227,2049,321,2064]
table-cell [769,821,810,836]
table-cell: Rs. 1307866.00 [1110,1225,1195,1263]
cdmo-bar: Advertisement for the post of MPW (M) [1143,388,1481,404]
emblem-icon [1143,529,1187,573]
ssa-bar: ADVERTISEMENT [580,1241,922,1259]
opsc-dated: No. 27-D:- As per revised vacancy furnished by the Steel and Mines Department of Government of Odisha, the category wise vacancy position as published at Para-2 of the advertisement is hereby revised as follows:- [768,687,1110,741]
table-cell: ତା୦୮ା୦୬ା୧୩ରିଖଠାରୁ ୧୧ା୦୬ା୧୩ରିଖ ପର୍ଯ୍ୟନ୍ତ [201,1518,328,1546]
itda-title: OFFICE OF THE PROJECT ADMINISTRATOR, ITDA, SUNDARGARH [247,1858,551,1894]
table-cell: ବିନ୍ଧୁ ବୁଢ଼ାପଡ଼ା, ସରଡ଼ାଗ୍ରାମ, ଲୋହରାପୁର, ହଳଦିପଦା, ଜଳଗଡ଼ା ଗ୍ରାମ [328,1407,554,1435]
table-cell: Rs. 1722463.00 [1110,1188,1195,1226]
table-cell: 'C, B, A & Special Class' [377,2067,511,2082]
mkcg2-ref: No.3167../MCB.2013/Welfare./Dated, Brahmapur the [1143,590,1378,602]
table-row [202,2084,552,2102]
mkcg1-body2: The interested organization may download the tender paper from the website or can procure from the office of the undersigned from 22.05.2013 to 10.06.2013 by 3 PM on payment of usual fees. The last date for submission of Tender Document is 10.06.2013 by 4 PM. [394,807,740,887]
ad-soil-text: ମାଟି ପରୀକ୍ଷା ଫଳାଫଳ ଅନୁଯାୟୀ ସାର ପ୍ରୟୋଗ କରନ୍ତୁ। ଖରିଫ ଋତୁ ପାଇଁ ଆବଶ୍ୟକୀୟ ସାର ଆଗୁଆ ମହଜୁଦ ରଖନ୍ତୁ। ସାର ଉପରେ ଲେଖାଥିବା ସର୍ବାଧିକ ମୂଲ୍ୟ ଦେଖି ସାର କିଣନ୍ତୁ। [184,641,368,827]
bsnl-contact: For details contact SDE (General), BSNL, O/o GMTD, Dhenkanal, Ph.: 06762-226200 & visit our website www.orissa.bsnl.co.in. [766,434,1079,458]
table-header: 1 [949,1173,976,1188]
table-cell: Construction of Additional Class Room at Ghichamura Sevashram School [976,1300,1110,1338]
mkcg2-bar: TENDER NOTICE [1143,605,1481,622]
table-cell: 12 (4W) [915,821,1024,836]
tahasil-body: ଜାତିଗତ ଜନଗଣନା ପ୍ରସଙ୍ଗରେ ନିମ୍ନ ବର୍ଣ୍ଣିତ ଗ୍ରାମମାନଙ୍କରେ ଶିବିର କାର୍ଯ୍ୟକ୍ରମ ଆୟୋଜିତ ହେବ। ସମ୍ପୃକ୍ତ ଗ୍ରାମର ଲୋକମାନେ ନିର୍ଦ୍ଧାରିତ ତାରିଖରେ ଆବଶ୍ୟକୀୟ ଦଲିଲ ସହ ଉପସ୍ଥିତ ରହିବାକୁ ଅନୁରୋଧ କରାଯାଉଛି। ଅଧିକ ସୂଚନା ପାଇଁ ତହସିଲ କାର୍ଯ୍ୟାଳୟ ସହ ଯୋଗାଯୋଗ କରନ୍ତୁ। [200,1333,554,1386]
pg-c1: Botany, Chemistry, Electronic Science, marine Sciences: (a) Oceanography, (b) Marine Biology, Physics, Zoology, Home Science (Only for Women), Mathematics, Economics, English, History, I.R. & P.M., Linguistics, Journalism & Mass Communication, Odia, Political Science, Law (LL.M.), Commerce (M.Com). [581,1668,921,1766]
